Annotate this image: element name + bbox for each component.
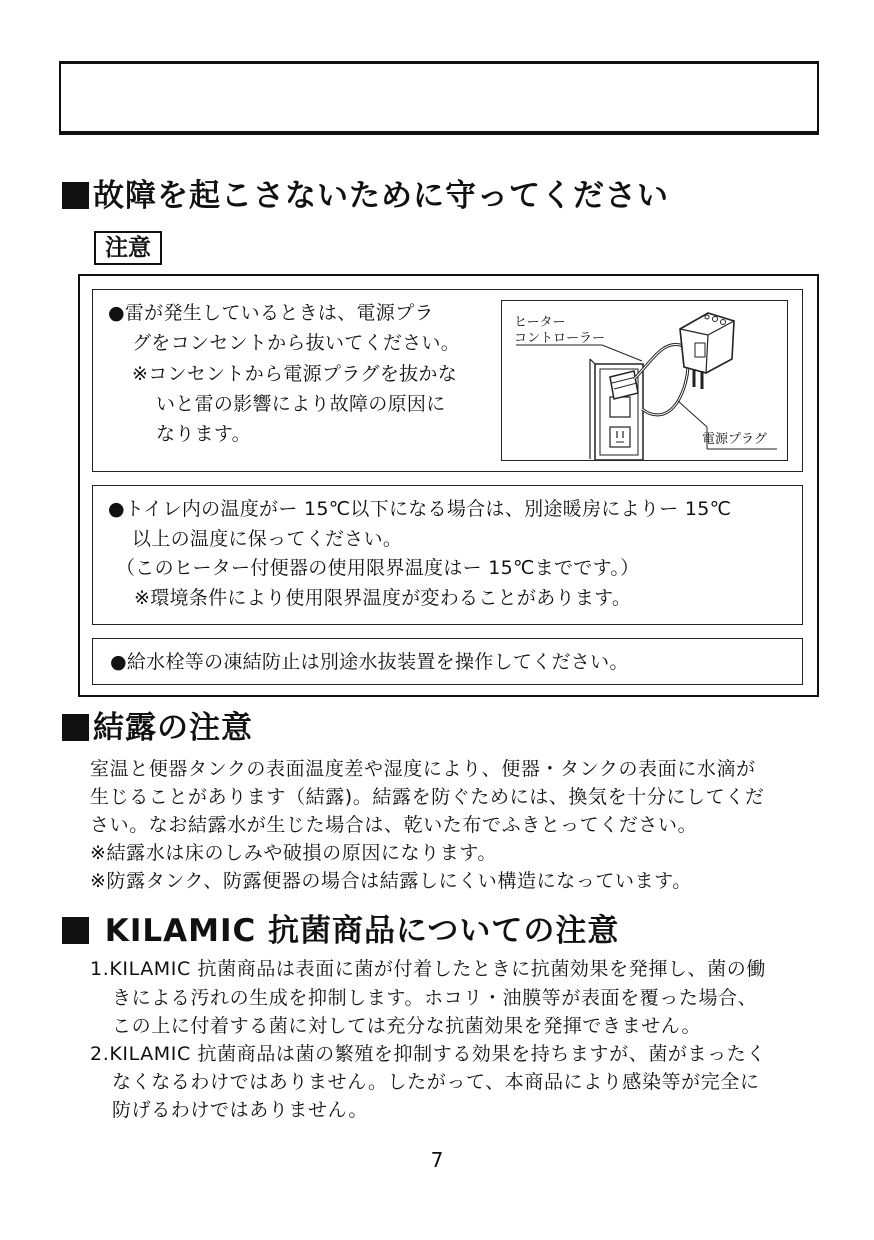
section-heading-text: 故障を起こさないために守ってください: [93, 178, 669, 214]
list-item-line: なくなるわけではありません。したがって、本商品により感染等が完全に: [112, 1071, 760, 1093]
heater-label-line: コントローラー: [514, 331, 606, 346]
square-bullet-icon: [62, 182, 89, 209]
list-item-line: 防げるわけではありません。: [112, 1099, 368, 1121]
caution-note-line: いと雷の影響により故障の原因に: [156, 393, 446, 415]
body-note-line: ※防露タンク、防露便器の場合は結露しにくい構造になっています。: [90, 870, 692, 892]
caution-text-line: グをコンセントから抜いてください。: [132, 332, 461, 354]
list-item-line: この上に付着する菌に対しては充分な抗菌効果を発揮できません。: [112, 1015, 702, 1037]
caution-note-line: なります。: [156, 423, 251, 445]
square-bullet-icon: [62, 714, 89, 741]
body-text-line: さい。なお結露水が生じた場合は、乾いた布でふきとってください。: [90, 814, 698, 836]
caution-text-line: （このヒーター付便器の使用限界温度はー 15℃までです。）: [116, 557, 640, 579]
caution-text-line: ●トイレ内の温度がー 15℃以下になる場合は、別途暖房によりー 15℃: [108, 498, 732, 520]
header-frame: [59, 61, 819, 135]
body-text-line: 室温と便器タンクの表面温度差や湿度により、便器・タンクの表面に水滴が: [90, 758, 756, 780]
power-plug-label: 電源プラグ: [702, 432, 768, 447]
caution-note-line: ※コンセントから電源プラグを抜かな: [132, 363, 458, 385]
caution-note-line: ※環境条件により使用限界温度が変わることがあります。: [134, 587, 632, 609]
caution-text-line: ●給水栓等の凍結防止は別途水抜装置を操作してください。: [110, 651, 629, 673]
caution-label: 注意: [94, 231, 162, 265]
list-item-line: きによる汚れの生成を抑制します。ホコリ・油膜等が表面を覆った場合、: [112, 987, 758, 1009]
section-heading-text: 結露の注意: [93, 710, 253, 746]
heater-label-line: ヒーター: [514, 315, 566, 330]
body-text-line: 生じることがあります（結露)。結露を防ぐためには、換気を十分にしてくだ: [90, 786, 765, 808]
caution-text-line: ●雷が発生しているときは、電源プラ: [108, 302, 434, 324]
section-heading-text: KILAMIC 抗菌商品についての注意: [104, 913, 620, 949]
section-heading-failure-prevention: [62, 176, 669, 216]
square-bullet-icon: [62, 917, 89, 944]
caution-text-line: 以上の温度に保ってください。: [132, 528, 403, 550]
list-item-line: 1.KILAMIC 抗菌商品は表面に菌が付着したときに抗菌効果を発揮し、菌の働: [90, 958, 766, 980]
page-number: 7: [430, 1148, 444, 1172]
heater-controller-label: [514, 315, 605, 347]
section-heading-antibacterial: [62, 911, 619, 951]
heater-controller-illustration: [501, 300, 788, 461]
section-heading-condensation: [62, 708, 253, 748]
body-note-line: ※結露水は床のしみや破損の原因になります。: [90, 842, 498, 864]
list-item-line: 2.KILAMIC 抗菌商品は菌の繁殖を抑制する効果を持ちますが、菌がまったく: [90, 1043, 766, 1065]
